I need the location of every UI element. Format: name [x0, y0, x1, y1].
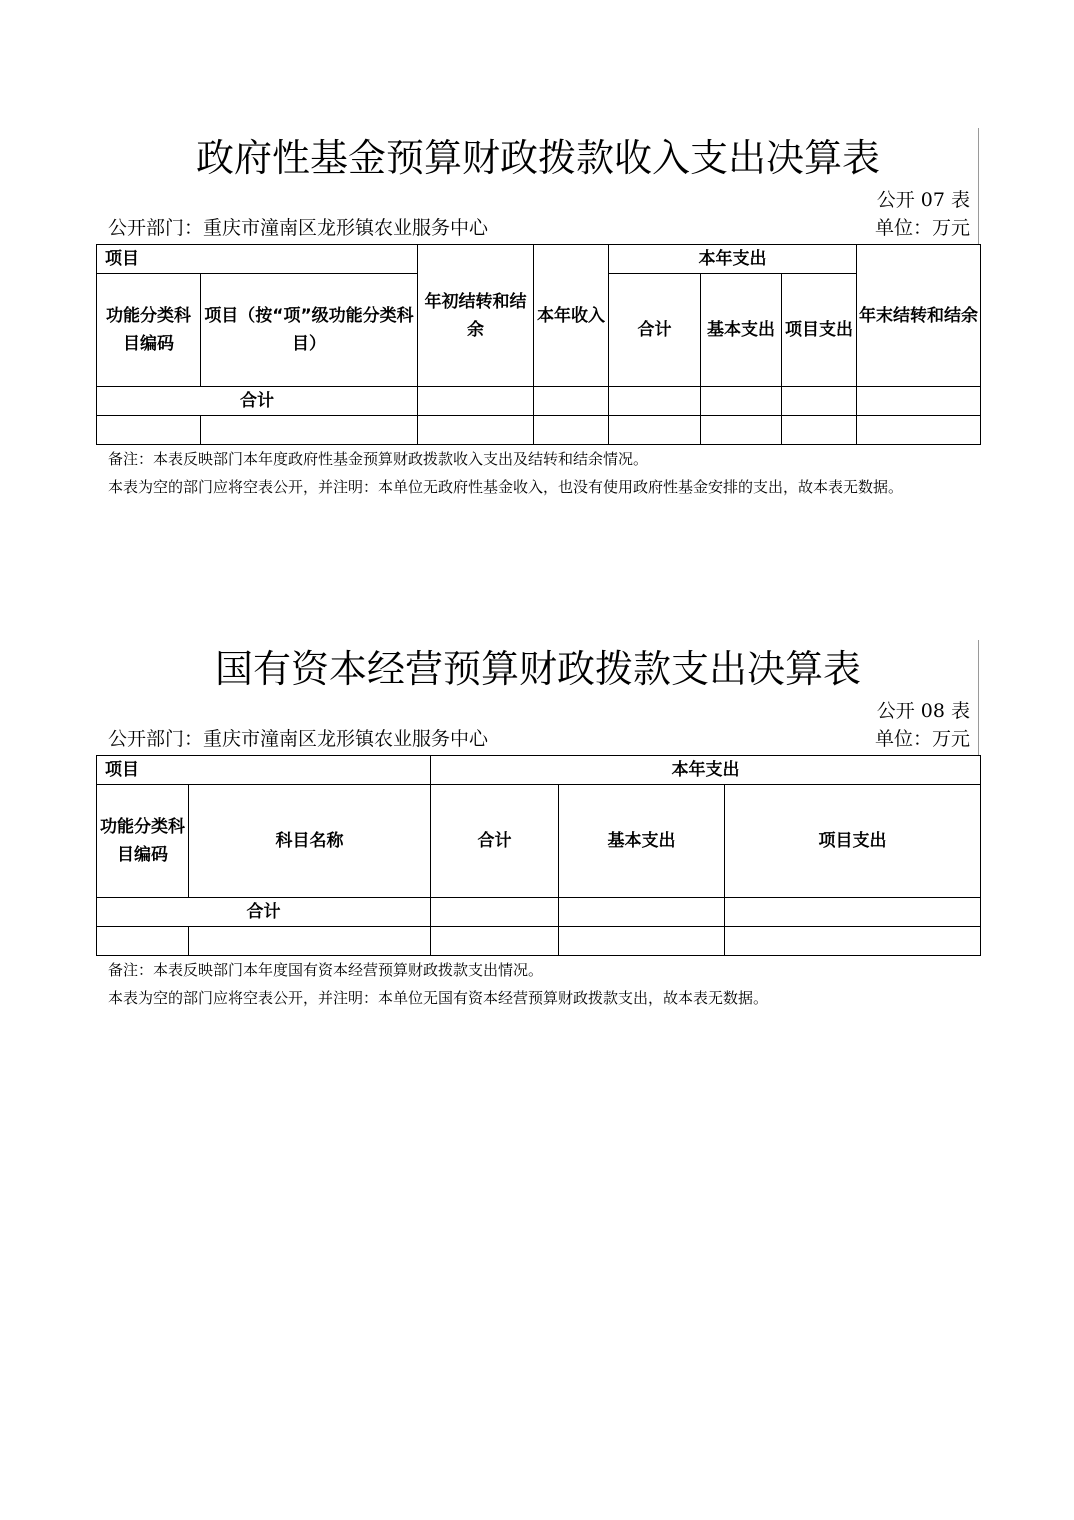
table-cell	[725, 898, 981, 927]
table08-header-row-1	[97, 756, 981, 785]
table-cell	[418, 387, 534, 416]
table08-unit: 单位：万元	[874, 728, 970, 750]
table07-empty-row	[97, 416, 981, 445]
table-cell	[782, 387, 857, 416]
table08-header-basic: 基本支出	[559, 785, 725, 898]
table08-title: 国有资本经营预算财政拨款支出决算表	[214, 647, 861, 691]
table-cell	[559, 898, 725, 927]
table08-empty-row	[97, 927, 981, 956]
table08-header-subject-name: 科目名称	[189, 785, 431, 898]
table07-grid	[96, 244, 981, 445]
table07-header-project: 项目支出	[782, 274, 857, 387]
table07-note-line1: 备注：本表反映部门本年度政府性基金预算财政拨款收入支出及结转和结余情况。	[108, 450, 649, 468]
table07-unit: 单位：万元	[874, 217, 970, 239]
table-cell	[725, 927, 981, 956]
table07-header-row-1	[97, 245, 981, 274]
table08-header-item: 项目	[97, 756, 431, 785]
table-cell	[97, 416, 201, 445]
table08-header-expenditure: 本年支出	[431, 756, 981, 785]
table07-department: 公开部门：重庆市潼南区龙形镇农业服务中心	[108, 217, 489, 239]
table07-header-income: 本年收入	[534, 245, 609, 387]
table-cell	[534, 387, 609, 416]
table07-total-row	[97, 387, 981, 416]
table07-header-item: 项目	[97, 245, 418, 274]
table08-code: 公开 08 表	[876, 700, 970, 722]
table07-header-basic: 基本支出	[701, 274, 782, 387]
table07-header-begin-balance: 年初结转和结余	[418, 245, 534, 387]
table-cell	[189, 927, 431, 956]
table-cell	[431, 927, 559, 956]
table08-note-line2: 本表为空的部门应将空表公开，并注明：本单位无国有资本经营预算财政拨款支出，故本表无数据。	[108, 989, 769, 1007]
table-cell	[201, 416, 418, 445]
table-cell	[431, 898, 559, 927]
table07-header-item-name: 项目（按“项”级功能分类科目）	[201, 274, 418, 387]
table07-header-total: 合计	[609, 274, 701, 387]
table-cell	[857, 387, 981, 416]
table07-header-end-balance: 年末结转和结余	[857, 245, 981, 387]
table-cell	[609, 416, 701, 445]
table-cell	[857, 416, 981, 445]
table08-header-total: 合计	[431, 785, 559, 898]
table-cell	[418, 416, 534, 445]
table08-header-row-2	[97, 785, 981, 898]
table08-grid	[96, 755, 981, 956]
table08-total-row	[97, 898, 981, 927]
table07-code: 公开 07 表	[876, 189, 970, 211]
table08-header-func-code: 功能分类科目编码	[97, 785, 189, 898]
table-cell	[609, 387, 701, 416]
table07-note	[108, 445, 978, 501]
table-cell	[534, 416, 609, 445]
table-cell	[559, 927, 725, 956]
table07-note-line2: 本表为空的部门应将空表公开，并注明：本单位无政府性基金收入，也没有使用政府性基金安排的支出，故本表无数据。	[108, 478, 904, 496]
table08-department: 公开部门：重庆市潼南区龙形镇农业服务中心	[108, 728, 489, 750]
table-cell	[97, 927, 189, 956]
table-cell	[782, 416, 857, 445]
table08-header-project: 项目支出	[725, 785, 981, 898]
table07-title: 政府性基金预算财政拨款收入支出决算表	[195, 136, 880, 180]
table-cell	[701, 387, 782, 416]
table-cell	[701, 416, 782, 445]
table08-note	[108, 956, 978, 1012]
table07-header-func-code: 功能分类科目编码	[97, 274, 201, 387]
table08-total-label: 合计	[97, 898, 431, 927]
table07-total-label: 合计	[97, 387, 418, 416]
table08-note-line1: 备注：本表反映部门本年度国有资本经营预算财政拨款支出情况。	[108, 961, 544, 979]
table07-header-expenditure: 本年支出	[609, 245, 857, 274]
